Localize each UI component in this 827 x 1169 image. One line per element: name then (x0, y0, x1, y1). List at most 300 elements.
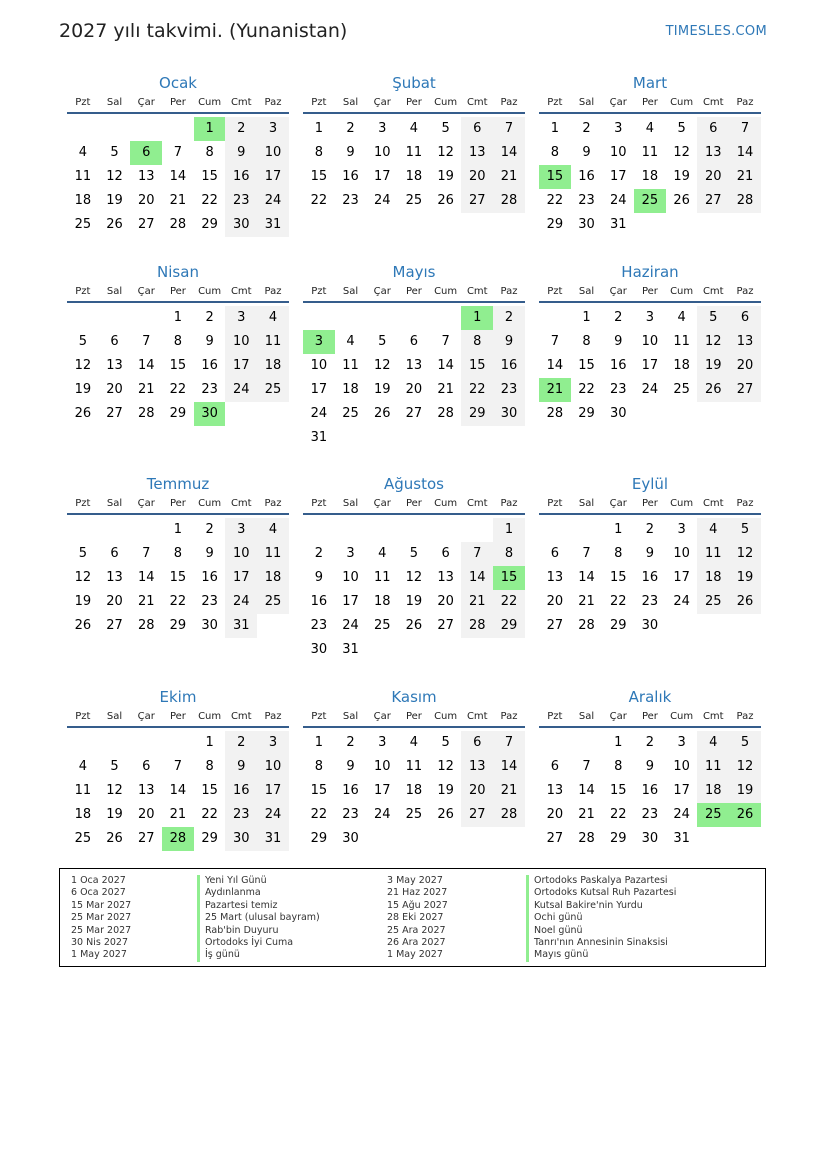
day-cell: 20 (137, 193, 155, 208)
day-cell: 24 (225, 378, 257, 402)
weekday-label: Cmt (230, 97, 252, 108)
weekday-label: Cum (434, 498, 458, 509)
day-cell: 11 (697, 542, 729, 566)
weekday-label: Pzt (311, 97, 327, 108)
day-cell: 27 (137, 831, 155, 846)
day-grid (539, 117, 761, 237)
day-cell: 5 (729, 518, 761, 542)
day-cell: 7 (461, 542, 493, 566)
weekday-label: Cmt (466, 498, 488, 509)
holiday-day-cell: 25 (634, 189, 666, 213)
day-cell: 28 (169, 217, 187, 232)
day-cell: 15 (461, 354, 493, 378)
day-cell: 8 (205, 145, 214, 160)
empty-cell (67, 518, 99, 542)
empty-cell (539, 306, 571, 330)
weekday-label: Per (641, 286, 658, 297)
day-cell: 10 (609, 145, 627, 160)
weekday-label: Per (405, 97, 422, 108)
day-cell: 1 (173, 522, 183, 537)
day-cell: 17 (673, 783, 690, 798)
day-cell: 29 (461, 402, 493, 426)
weekday-header (303, 94, 525, 114)
day-cell: 23 (493, 378, 525, 402)
day-cell: 28 (493, 803, 525, 827)
day-cell: 26 (729, 590, 761, 614)
legend-holiday-name: Ortodoks Kutsal Ruh Pazartesi (526, 887, 676, 899)
day-cell: 16 (609, 358, 627, 373)
day-cell: 11 (373, 570, 391, 585)
day-cell: 20 (106, 382, 123, 397)
day-cell: 6 (142, 759, 151, 774)
day-cell: 27 (405, 406, 423, 421)
day-cell: 1 (205, 735, 214, 750)
day-cell: 14 (578, 783, 595, 798)
day-cell: 6 (550, 546, 559, 561)
day-cell: 15 (201, 169, 218, 184)
legend-date: 15 Ağu 2027 (387, 899, 448, 911)
day-cell: 24 (342, 618, 359, 633)
weekday-label: Paz (736, 286, 754, 297)
weekday-label: Sal (578, 711, 595, 722)
holiday-day-cell: 25 (697, 803, 729, 827)
day-cell: 2 (645, 522, 655, 537)
day-cell: 16 (201, 570, 218, 585)
weekday-label: Paz (264, 711, 282, 722)
day-cell: 23 (201, 382, 218, 397)
day-cell: 18 (257, 566, 289, 590)
day-cell: 13 (546, 570, 564, 585)
day-cell: 18 (342, 382, 359, 397)
month-name: Ekim (159, 688, 197, 706)
day-cell: 14 (169, 169, 187, 184)
day-cell: 8 (582, 334, 591, 349)
day-cell: 13 (697, 141, 729, 165)
day-cell: 9 (346, 145, 355, 160)
day-cell: 17 (609, 169, 627, 184)
day-cell: 10 (225, 542, 257, 566)
day-cell: 6 (697, 117, 729, 141)
empty-cell (539, 518, 571, 542)
day-cell: 11 (405, 145, 423, 160)
legend-holiday-name: Aydınlanma (197, 887, 320, 899)
weekday-label: Per (405, 498, 422, 509)
day-cell: 10 (342, 570, 359, 585)
weekday-label: Paz (500, 286, 518, 297)
day-cell: 14 (137, 570, 155, 585)
weekday-label: Çar (373, 97, 391, 108)
day-cell: 26 (437, 807, 454, 822)
weekday-label: Per (641, 97, 658, 108)
day-cell: 16 (225, 165, 257, 189)
day-cell: 17 (225, 566, 257, 590)
day-cell: 2 (645, 735, 655, 750)
weekday-label: Pzt (75, 97, 91, 108)
day-cell: 7 (493, 731, 525, 755)
day-cell: 29 (201, 831, 218, 846)
day-cell: 12 (106, 783, 123, 798)
day-cell: 18 (74, 807, 92, 822)
legend-date: 1 May 2027 (387, 949, 443, 961)
day-cell: 27 (546, 618, 564, 633)
weekday-label: Çar (609, 711, 627, 722)
empty-cell (398, 518, 430, 542)
weekday-label: Cum (670, 97, 694, 108)
empty-cell (335, 306, 367, 330)
legend-holiday-name: Pazartesi temiz (197, 900, 320, 912)
day-cell: 26 (106, 831, 123, 846)
weekday-label: Sal (106, 711, 123, 722)
day-grid (67, 117, 289, 237)
day-cell: 14 (578, 570, 595, 585)
day-cell: 24 (673, 594, 690, 609)
day-cell: 24 (673, 807, 690, 822)
day-cell: 13 (461, 141, 493, 165)
day-cell: 9 (582, 145, 591, 160)
day-cell: 19 (673, 169, 690, 184)
day-cell: 24 (641, 382, 659, 397)
day-cell: 30 (641, 831, 659, 846)
day-cell: 18 (697, 779, 729, 803)
day-cell: 7 (173, 145, 183, 160)
day-cell: 16 (641, 570, 659, 585)
weekday-label: Çar (137, 711, 155, 722)
day-cell: 14 (493, 755, 525, 779)
empty-cell (430, 518, 462, 542)
day-cell: 31 (609, 217, 627, 232)
day-cell: 25 (405, 193, 423, 208)
day-cell: 19 (437, 783, 454, 798)
weekday-label: Pzt (547, 286, 563, 297)
page-title: 2027 yılı takvimi. (Yunanistan) (59, 20, 348, 42)
day-cell: 12 (74, 570, 92, 585)
day-cell: 3 (378, 735, 387, 750)
day-cell: 29 (201, 217, 218, 232)
weekday-label: Per (169, 286, 186, 297)
day-cell: 1 (314, 735, 323, 750)
day-cell: 12 (74, 358, 92, 373)
day-cell: 11 (405, 759, 423, 774)
day-cell: 10 (673, 759, 690, 774)
day-cell: 11 (697, 755, 729, 779)
day-cell: 9 (205, 334, 214, 349)
day-cell: 23 (578, 193, 595, 208)
day-cell: 22 (201, 193, 218, 208)
day-cell: 11 (673, 334, 690, 349)
day-cell: 25 (405, 807, 423, 822)
weekday-label: Cmt (466, 97, 488, 108)
day-cell: 18 (697, 566, 729, 590)
legend-holiday-name: Ortodoks İyi Cuma (197, 937, 320, 949)
day-cell: 1 (550, 121, 559, 136)
day-cell: 21 (578, 807, 595, 822)
empty-cell (130, 518, 162, 542)
weekday-label: Paz (500, 97, 518, 108)
day-cell: 29 (169, 618, 187, 633)
day-cell: 22 (609, 807, 627, 822)
day-cell: 3 (677, 522, 686, 537)
day-cell: 15 (169, 570, 187, 585)
day-cell: 2 (205, 522, 214, 537)
day-cell: 30 (201, 618, 218, 633)
empty-cell (99, 306, 131, 330)
empty-cell (303, 306, 335, 330)
day-cell: 1 (314, 121, 323, 136)
empty-cell (162, 117, 194, 141)
day-cell: 19 (106, 193, 123, 208)
weekday-label: Cum (434, 711, 458, 722)
day-cell: 2 (205, 310, 214, 325)
day-cell: 21 (169, 807, 187, 822)
weekday-label: Çar (609, 97, 627, 108)
weekday-label: Cum (198, 498, 222, 509)
day-cell: 21 (461, 590, 493, 614)
day-cell: 27 (137, 217, 155, 232)
weekday-label: Çar (137, 97, 155, 108)
month-name: Kasım (391, 688, 437, 706)
day-cell: 4 (378, 546, 387, 561)
holiday-day-cell: 30 (194, 402, 226, 426)
holiday-day-cell: 6 (130, 141, 162, 165)
legend-holiday-name: Mayıs günü (526, 949, 676, 961)
day-cell: 28 (461, 614, 493, 638)
day-cell: 25 (673, 382, 690, 397)
day-cell: 7 (729, 117, 761, 141)
weekday-label: Cum (434, 97, 458, 108)
weekday-label: Çar (137, 286, 155, 297)
empty-cell (130, 117, 162, 141)
holiday-day-cell: 1 (194, 117, 226, 141)
day-cell: 30 (342, 831, 359, 846)
day-cell: 10 (257, 755, 289, 779)
brand-link[interactable]: TIMESLES.COM (665, 24, 767, 39)
day-cell: 18 (373, 594, 391, 609)
day-cell: 13 (729, 330, 761, 354)
empty-cell (366, 306, 398, 330)
day-cell: 24 (609, 193, 627, 208)
weekday-label: Cum (670, 711, 694, 722)
weekday-label: Çar (137, 498, 155, 509)
day-cell: 16 (493, 354, 525, 378)
day-cell: 19 (106, 807, 123, 822)
day-cell: 17 (257, 165, 289, 189)
weekday-label: Cum (670, 498, 694, 509)
legend-holiday-name: 25 Mart (ulusal bayram) (197, 912, 320, 924)
weekday-label: Sal (578, 286, 595, 297)
day-cell: 9 (205, 546, 214, 561)
day-cell: 23 (225, 803, 257, 827)
weekday-header (539, 708, 761, 728)
day-cell: 23 (342, 193, 359, 208)
day-cell: 12 (106, 169, 123, 184)
day-cell: 12 (373, 358, 391, 373)
day-cell: 15 (201, 783, 218, 798)
day-cell: 16 (310, 594, 328, 609)
day-cell: 29 (169, 406, 187, 421)
day-cell: 21 (493, 165, 525, 189)
weekday-label: Paz (736, 97, 754, 108)
weekday-label: Cmt (230, 498, 252, 509)
day-cell: 7 (441, 334, 450, 349)
day-cell: 3 (225, 306, 257, 330)
day-cell: 15 (310, 169, 328, 184)
day-cell: 13 (546, 783, 564, 798)
day-cell: 8 (205, 759, 214, 774)
weekday-label: Sal (342, 286, 359, 297)
day-cell: 20 (437, 594, 454, 609)
day-cell: 16 (342, 783, 359, 798)
day-cell: 10 (225, 330, 257, 354)
weekday-label: Cum (198, 286, 222, 297)
month-name: Eylül (631, 475, 669, 493)
day-cell: 8 (614, 759, 623, 774)
weekday-label: Per (405, 711, 422, 722)
day-cell: 9 (614, 334, 623, 349)
day-cell: 19 (74, 382, 92, 397)
day-cell: 26 (106, 217, 123, 232)
day-cell: 29 (546, 217, 564, 232)
day-cell: 18 (257, 354, 289, 378)
empty-cell (366, 518, 398, 542)
day-cell: 20 (729, 354, 761, 378)
day-cell: 2 (582, 121, 591, 136)
day-cell: 17 (373, 783, 391, 798)
day-cell: 23 (641, 594, 659, 609)
weekday-label: Pzt (311, 286, 327, 297)
day-cell: 8 (173, 334, 183, 349)
weekday-label: Cmt (702, 711, 724, 722)
day-cell: 19 (373, 382, 391, 397)
legend-date: 26 Ara 2027 (387, 936, 446, 948)
day-cell: 24 (310, 406, 328, 421)
weekday-label: Paz (500, 711, 518, 722)
legend-date: 30 Nis 2027 (71, 936, 128, 948)
day-cell: 31 (225, 614, 257, 638)
day-cell: 4 (257, 518, 289, 542)
day-cell: 30 (225, 213, 257, 237)
day-cell: 14 (169, 783, 187, 798)
month-6 (539, 261, 761, 426)
legend-date: 1 May 2027 (71, 949, 127, 961)
month-7 (67, 473, 289, 638)
day-cell: 5 (378, 334, 387, 349)
day-cell: 11 (74, 783, 92, 798)
month-name: Şubat (392, 74, 436, 92)
weekday-label: Sal (106, 286, 123, 297)
day-cell: 23 (609, 382, 627, 397)
empty-cell (99, 731, 131, 755)
day-cell: 10 (373, 145, 391, 160)
day-cell: 24 (225, 590, 257, 614)
holiday-day-cell: 15 (493, 566, 525, 590)
day-cell: 5 (78, 334, 87, 349)
day-cell: 14 (437, 358, 454, 373)
legend-left-dates (71, 875, 131, 962)
day-cell: 22 (546, 193, 564, 208)
day-cell: 30 (578, 217, 595, 232)
day-cell: 12 (729, 542, 761, 566)
day-cell: 23 (201, 594, 218, 609)
day-cell: 16 (342, 169, 359, 184)
weekday-label: Paz (264, 97, 282, 108)
day-cell: 8 (493, 542, 525, 566)
day-cell: 25 (74, 831, 92, 846)
day-cell: 17 (673, 570, 690, 585)
day-cell: 1 (493, 518, 525, 542)
day-cell: 18 (405, 783, 423, 798)
month-9 (539, 473, 761, 638)
month-8 (303, 473, 525, 662)
day-cell: 27 (461, 803, 493, 827)
day-cell: 8 (314, 759, 323, 774)
weekday-label: Sal (106, 97, 123, 108)
day-cell: 24 (373, 193, 391, 208)
day-cell: 21 (137, 594, 155, 609)
weekday-label: Sal (578, 498, 595, 509)
day-cell: 13 (461, 755, 493, 779)
weekday-label: Çar (373, 286, 391, 297)
day-grid (67, 518, 289, 638)
day-cell: 20 (546, 807, 564, 822)
empty-cell (99, 518, 131, 542)
day-cell: 22 (493, 590, 525, 614)
day-cell: 2 (493, 306, 525, 330)
day-cell: 22 (169, 382, 187, 397)
day-cell: 5 (110, 759, 119, 774)
weekday-label: Sal (342, 498, 359, 509)
weekday-label: Cmt (466, 286, 488, 297)
day-cell: 31 (257, 827, 289, 851)
day-cell: 27 (437, 618, 454, 633)
legend-right-names (526, 875, 676, 962)
day-cell: 5 (441, 735, 450, 750)
day-cell: 20 (461, 165, 493, 189)
day-cell: 26 (74, 618, 92, 633)
weekday-label: Pzt (75, 498, 91, 509)
day-cell: 26 (697, 378, 729, 402)
empty-cell (571, 731, 603, 755)
day-cell: 2 (225, 117, 257, 141)
weekday-label: Paz (264, 286, 282, 297)
weekday-label: Pzt (547, 97, 563, 108)
day-cell: 10 (673, 546, 690, 561)
day-cell: 4 (697, 731, 729, 755)
day-cell: 26 (74, 406, 92, 421)
legend-holiday-name: Tanrı'nın Annesinin Sinaksisi (526, 937, 676, 949)
empty-cell (539, 731, 571, 755)
day-cell: 3 (225, 518, 257, 542)
weekday-label: Cmt (702, 286, 724, 297)
day-cell: 13 (137, 169, 155, 184)
day-cell: 24 (373, 807, 391, 822)
weekday-label: Cum (198, 711, 222, 722)
day-grid (67, 731, 289, 851)
day-cell: 21 (169, 193, 187, 208)
weekday-label: Pzt (547, 711, 563, 722)
legend-date: 21 Haz 2027 (387, 887, 448, 899)
day-cell: 10 (373, 759, 391, 774)
day-cell: 6 (110, 546, 119, 561)
holiday-day-cell: 15 (539, 165, 571, 189)
day-cell: 5 (409, 546, 419, 561)
weekday-header (303, 495, 525, 515)
day-cell: 21 (137, 382, 155, 397)
empty-cell (398, 306, 430, 330)
day-cell: 7 (493, 117, 525, 141)
day-cell: 28 (137, 406, 155, 421)
weekday-label: Çar (373, 711, 391, 722)
month-name: Aralık (628, 688, 672, 706)
